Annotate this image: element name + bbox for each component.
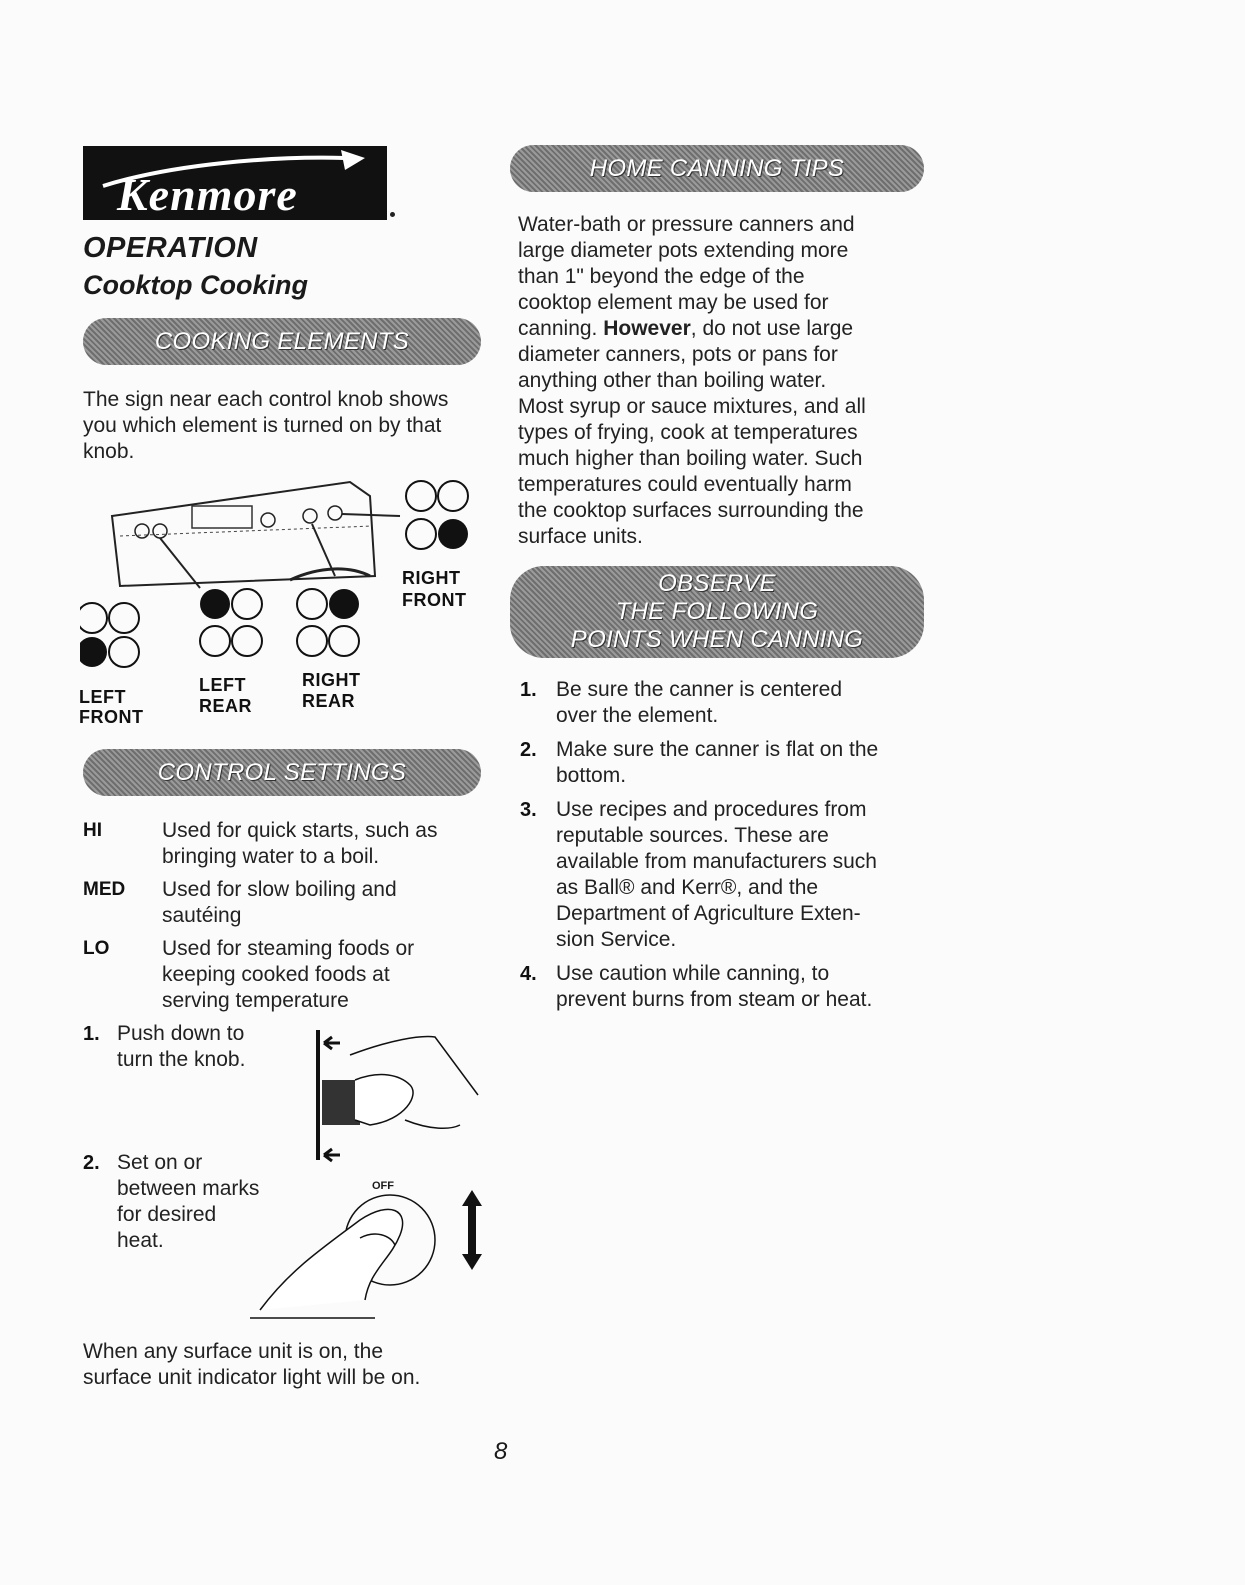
- point-4-line-2: prevent burns from steam or heat.: [556, 988, 873, 1011]
- setting-desc-hi-2: bringing water to a boil.: [162, 845, 380, 868]
- point-3-line-4: as Ball® and Kerr®, and the: [556, 876, 819, 899]
- page-number: 8: [494, 1438, 508, 1465]
- label-right-front-2: FRONT: [402, 590, 467, 610]
- label-left-front-2: FRONT: [79, 707, 144, 727]
- point-1-number: 1.: [520, 679, 537, 701]
- canning-line-7: anything other than boiling water.: [518, 369, 827, 392]
- canning-line-1: Water-bath or pressure canners and: [518, 213, 855, 236]
- canning-line-5-post: , do not use large: [690, 317, 854, 340]
- point-1-line-1: Be sure the canner is centered: [556, 678, 843, 701]
- setting-term-lo: LO: [83, 938, 110, 959]
- however-emphasis: However: [603, 317, 691, 340]
- point-3-line-2: reputable sources. These are: [556, 824, 829, 847]
- canning-line-13: surface units.: [518, 525, 643, 548]
- observe-banner-line-2: THE FOLLOWING: [615, 598, 819, 625]
- setting-desc-lo-2: keeping cooked foods at: [162, 963, 390, 986]
- page-section-title: OPERATION: [83, 232, 258, 264]
- point-1-line-2: over the element.: [556, 704, 719, 727]
- label-left-front-1: LEFT: [79, 687, 126, 707]
- page-subsection-title: Cooktop Cooking: [83, 270, 308, 300]
- setting-desc-lo-3: serving temperature: [162, 989, 349, 1012]
- canning-line-10: much higher than boiling water. Such: [518, 447, 863, 470]
- canning-line-5: [518, 316, 853, 342]
- label-right-rear-2: REAR: [302, 691, 356, 711]
- step-2-line-2: between marks: [117, 1177, 260, 1200]
- point-4-number: 4.: [520, 963, 537, 985]
- step-1-number: 1.: [83, 1023, 100, 1045]
- point-2-line-2: bottom.: [556, 764, 627, 787]
- logo-wordmark: Kenmore: [117, 169, 298, 220]
- setting-desc-med-1: Used for slow boiling and: [162, 878, 397, 901]
- canning-line-11: temperatures could eventually harm: [518, 473, 852, 496]
- cooking-elements-intro: The sign near each control knob shows you which element is turned on by that knob.: [83, 388, 449, 463]
- indicator-note-line-1: When any surface unit is on, the: [83, 1340, 383, 1363]
- step-2-number: 2.: [83, 1152, 100, 1174]
- setting-desc-lo-1: Used for steaming foods or: [162, 937, 415, 960]
- point-3-line-1: Use recipes and procedures from: [556, 798, 867, 821]
- canning-line-4: cooktop element may be used for: [518, 291, 829, 314]
- canning-line-3: than 1" beyond the edge of the: [518, 265, 805, 288]
- point-2-number: 2.: [520, 739, 537, 761]
- indicator-note-line-2: surface unit indicator light will be on.: [83, 1366, 421, 1389]
- point-2-line-1: Make sure the canner is flat on the: [556, 738, 879, 761]
- logo-registered-dot: [390, 212, 395, 217]
- step-1-line-1: Push down to: [117, 1022, 245, 1045]
- point-3-line-6: sion Service.: [556, 928, 677, 951]
- label-left-rear-1: LEFT: [199, 675, 246, 695]
- home-canning-banner: HOME CANNING TIPS: [510, 145, 924, 192]
- knob-off-label: OFF: [372, 1180, 394, 1192]
- label-right-rear-1: RIGHT: [302, 670, 361, 690]
- setting-term-hi: HI: [83, 820, 102, 841]
- observe-banner: [510, 566, 924, 658]
- label-left-rear-2: REAR: [199, 696, 253, 716]
- canning-line-12: the cooktop surfaces surrounding the: [518, 499, 864, 522]
- canning-line-8: Most syrup or sauce mixtures, and all: [518, 395, 866, 418]
- canning-line-2: large diameter pots extending more: [518, 239, 849, 262]
- observe-banner-line-3: POINTS WHEN CANNING: [570, 626, 864, 653]
- point-3-number: 3.: [520, 799, 537, 821]
- step-2-line-4: heat.: [117, 1229, 164, 1252]
- point-4-line-1: Use caution while canning, to: [556, 962, 830, 985]
- step-1-line-2: turn the knob.: [117, 1048, 246, 1071]
- setting-term-med: MED: [83, 879, 126, 900]
- step-2-line-1: Set on or: [117, 1151, 203, 1174]
- knob-push-illustration: [310, 1025, 490, 1170]
- control-settings-banner: CONTROL SETTINGS: [83, 749, 481, 796]
- setting-desc-med-2: sautéing: [162, 904, 242, 927]
- cooking-elements-banner: COOKING ELEMENTS: [83, 318, 481, 365]
- canning-line-9: types of frying, cook at temperatures: [518, 421, 858, 444]
- point-3-line-3: available from manufacturers such: [556, 850, 877, 873]
- observe-banner-line-1: OBSERVE: [658, 570, 776, 597]
- setting-desc-hi-1: Used for quick starts, such as: [162, 819, 438, 842]
- step-2-line-3: for desired: [117, 1203, 217, 1226]
- canning-line-6: diameter canners, pots or pans for: [518, 343, 838, 366]
- canning-line-5-pre: canning.: [518, 317, 604, 340]
- knob-turn-illustration: [250, 1190, 490, 1320]
- label-right-front-1: RIGHT: [402, 568, 461, 588]
- point-3-line-5: Department of Agriculture Exten-: [556, 902, 861, 925]
- kenmore-logo: [83, 146, 387, 220]
